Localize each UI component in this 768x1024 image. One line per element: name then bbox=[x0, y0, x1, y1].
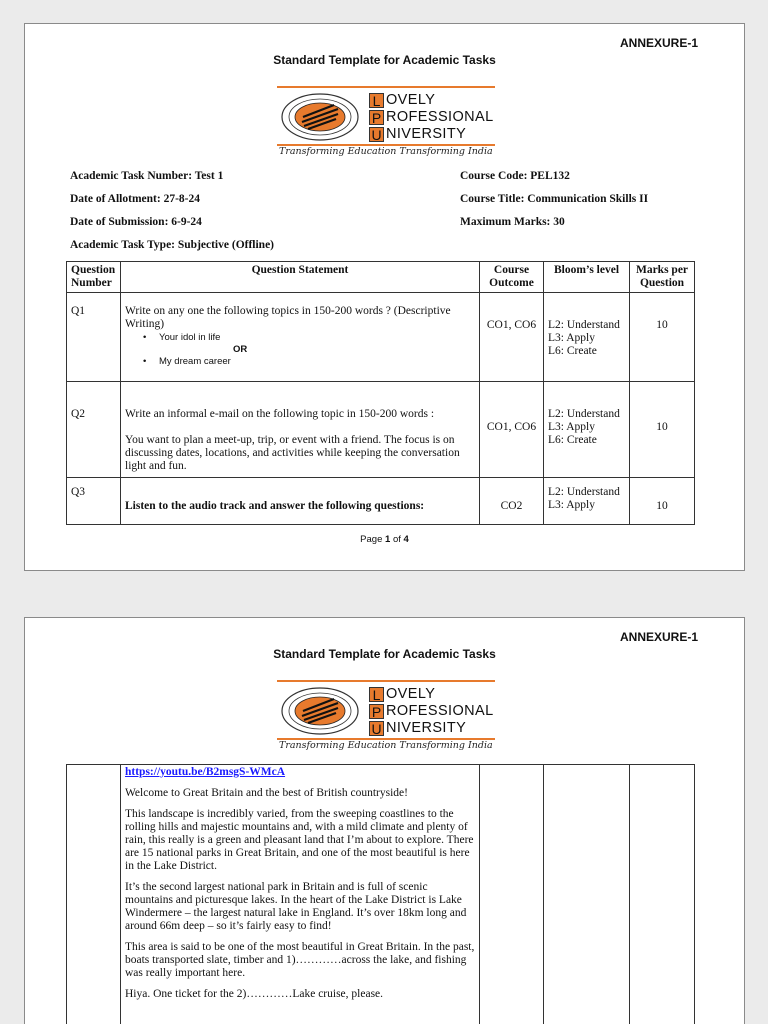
transcript-paragraph: This landscape is incredibly varied, from the sweeping coastlines to the rolling hills and majestic mountains and, with a mild climate and plenty of rain, this really is a green and pleasant land that I’m about to explore. There are 15 national parks in Great Britain, and one of the most beautiful is here in the Lake District. bbox=[125, 808, 474, 872]
course-outcome: CO2 bbox=[480, 478, 544, 525]
transcript-paragraph: Welcome to Great Britain and the best of British countryside! bbox=[125, 787, 408, 799]
header-marks: Marks per Question bbox=[630, 262, 695, 293]
date-of-submission: Date of Submission: 6-9-24 bbox=[70, 216, 202, 228]
blooms-level: L2: Understand L3: Apply bbox=[544, 478, 630, 525]
logo-top-rule bbox=[277, 680, 495, 682]
course-title: Course Title: Communication Skills II bbox=[460, 193, 649, 205]
template-title: Standard Template for Academic Tasks bbox=[273, 53, 496, 67]
logo-letter-l: L bbox=[369, 93, 384, 108]
marks: 10 bbox=[630, 478, 695, 525]
course-code: Course Code: PEL132 bbox=[460, 170, 570, 182]
annexure-label: ANNEXURE-1 bbox=[619, 36, 698, 50]
logo-top-rule bbox=[277, 86, 495, 88]
topic-list bbox=[143, 356, 475, 368]
question-statement bbox=[121, 293, 480, 382]
course-outcome: CO1, CO6 bbox=[480, 382, 544, 478]
university-seal-icon bbox=[280, 686, 360, 736]
logo-letter-u: U bbox=[369, 721, 384, 736]
blooms-level: L2: Understand L3: Apply L6: Create bbox=[544, 382, 630, 478]
logo-word-university: NIVERSITY bbox=[386, 720, 467, 736]
transcript-paragraph: Hiya. One ticket for the 2)…………Lake cruise, please. bbox=[125, 988, 384, 1000]
logo-word-university: NIVERSITY bbox=[386, 126, 467, 142]
page-number: Page 1 of 4 bbox=[360, 534, 409, 545]
logo-wordmark bbox=[369, 686, 494, 737]
logo-letter-u: U bbox=[369, 127, 384, 142]
question-table bbox=[66, 261, 695, 525]
list-item: • My dream career bbox=[143, 356, 475, 368]
marks bbox=[630, 765, 695, 1024]
list-item: • Your idol in life bbox=[143, 332, 475, 344]
logo-word-lovely: OVELY bbox=[386, 92, 436, 108]
blooms-level: L2: Understand L3: Apply L6: Create bbox=[544, 293, 630, 382]
template-title: Standard Template for Academic Tasks bbox=[273, 647, 496, 661]
question-number bbox=[67, 765, 121, 1024]
header-question-number: Question Number bbox=[67, 262, 121, 293]
logo-letter-p: P bbox=[369, 704, 384, 719]
table-row bbox=[67, 478, 695, 525]
document-page-1 bbox=[24, 23, 745, 571]
transcript-paragraph: This area is said to be one of the most beautiful in Great Britain. In the past, boats transported slate, timber and 1)…………across the lake, and fishing was really important here. bbox=[125, 941, 475, 979]
header-course-outcome: Course Outcome bbox=[480, 262, 544, 293]
course-outcome bbox=[480, 765, 544, 1024]
university-seal-icon bbox=[280, 92, 360, 142]
maximum-marks: Maximum Marks: 30 bbox=[460, 216, 565, 228]
university-logo bbox=[277, 680, 495, 752]
table-row bbox=[67, 382, 695, 478]
document-page-2 bbox=[24, 617, 745, 1024]
logo-letter-l: L bbox=[369, 687, 384, 702]
marks: 10 bbox=[630, 293, 695, 382]
question-table-continued bbox=[66, 764, 695, 1024]
logo-word-professional: ROFESSIONAL bbox=[386, 109, 494, 125]
logo-tagline: Transforming Education Transforming India bbox=[279, 740, 493, 751]
or-separator: OR bbox=[233, 344, 248, 355]
transcript-paragraph: It’s the second largest national park in Britain and is full of scenic mountains and picturesque lakes. In the heart of the Lake District is Lake Windermere – the largest natural lake in England. It’s over 18km long and around 66m deep – so it’s fairly easy to find! bbox=[125, 881, 467, 932]
table-row bbox=[67, 765, 695, 1024]
logo-letter-p: P bbox=[369, 110, 384, 125]
logo-wordmark bbox=[369, 92, 494, 143]
topic-list bbox=[143, 332, 475, 344]
logo-word-professional: ROFESSIONAL bbox=[386, 703, 494, 719]
marks: 10 bbox=[630, 382, 695, 478]
question-statement bbox=[121, 382, 480, 478]
task-type: Academic Task Type: Subjective (Offline) bbox=[70, 239, 275, 251]
table-header-row bbox=[67, 262, 695, 293]
blooms-level bbox=[544, 765, 630, 1024]
question-text: Write an informal e-mail on the following topic in 150-200 words : bbox=[125, 408, 435, 420]
question-detail: You want to plan a meet-up, trip, or event with a friend. The focus is on discussing dates, locations, and activities while keeping the conversation light and fun. bbox=[125, 434, 460, 472]
header-question-statement: Question Statement bbox=[121, 262, 480, 293]
annexure-label: ANNEXURE-1 bbox=[619, 630, 698, 644]
audio-track-link[interactable]: https://youtu.be/B2msgS-WMcA bbox=[125, 766, 286, 778]
table-row bbox=[67, 293, 695, 382]
date-of-allotment: Date of Allotment: 27-8-24 bbox=[70, 193, 200, 205]
header-blooms-level: Bloom’s level bbox=[544, 262, 630, 293]
question-text: Write on any one the following topics in 150-200 words ? (Descriptive Writing) bbox=[125, 305, 451, 330]
logo-word-lovely: OVELY bbox=[386, 686, 436, 702]
question-statement bbox=[121, 765, 480, 1024]
question-statement: Listen to the audio track and answer the following questions: bbox=[121, 478, 480, 525]
university-logo bbox=[277, 86, 495, 158]
question-number: Q1 bbox=[67, 293, 121, 382]
course-outcome: CO1, CO6 bbox=[480, 293, 544, 382]
task-number: Academic Task Number: Test 1 bbox=[70, 170, 224, 182]
question-number: Q3 bbox=[67, 478, 121, 525]
question-number: Q2 bbox=[67, 382, 121, 478]
logo-tagline: Transforming Education Transforming India bbox=[279, 146, 493, 157]
